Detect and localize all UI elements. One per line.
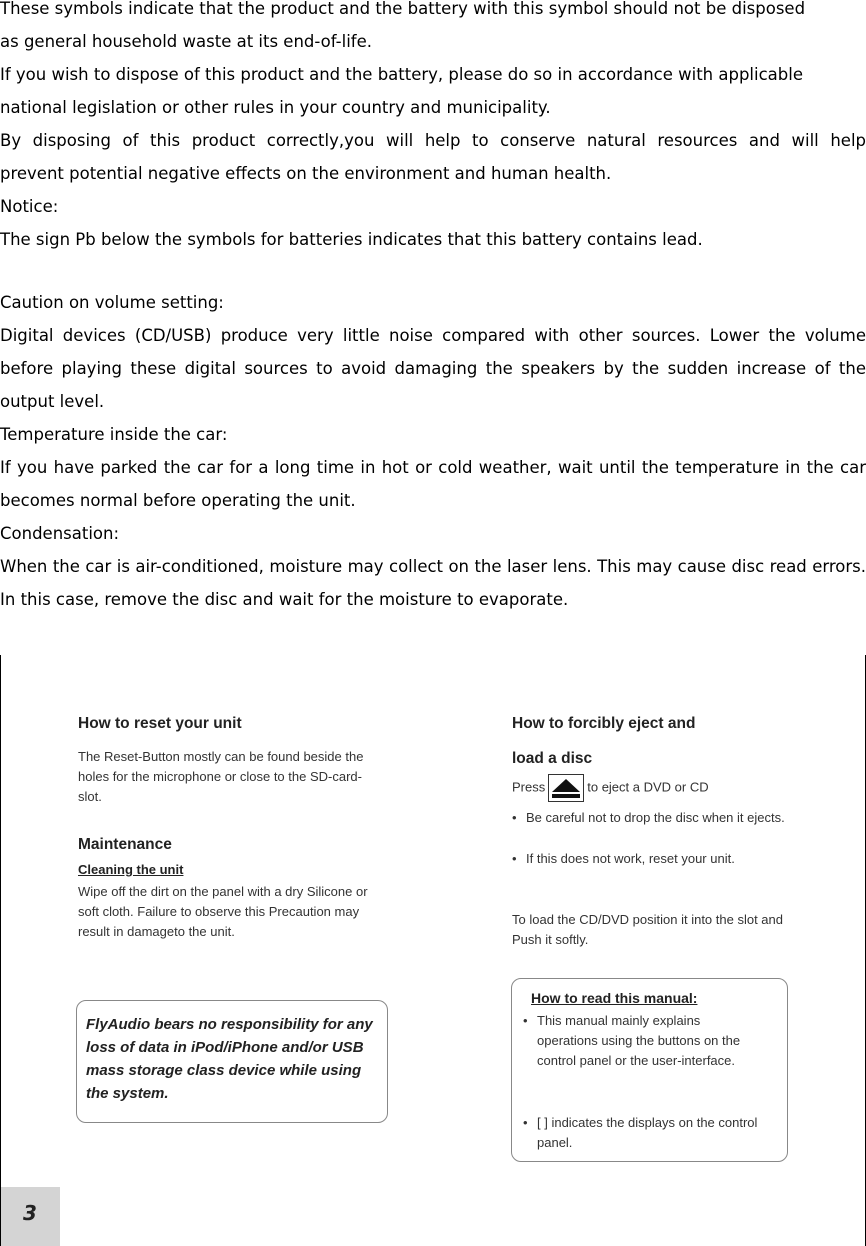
intro-line-6: prevent potential negative effects on the environment and human health.	[0, 164, 612, 183]
condensation-heading: Condensation:	[0, 524, 120, 543]
reset-title: How to reset your unit	[78, 715, 242, 732]
intro-line-2: as general household waste at its end-of-life.	[0, 32, 372, 51]
cleaning-text: Wipe off the dirt on the panel with a dry Silicone or soft cloth. Failure to observe this Precaution may result in damageto the unit.	[78, 884, 368, 939]
condensation-text: When the car is air-conditioned, moisture may collect on the laser lens. This may cause disc read errors. In this case, remove the disc and wait for the moisture to evaporate.	[0, 557, 866, 609]
intro-line-4: national legislation or other rules in your country and municipality.	[0, 98, 551, 117]
intro-line-5: By disposing of this product correctly,you will help to conserve natural resources and will help	[0, 131, 866, 150]
eject-title-line-2: load a disc	[512, 750, 593, 767]
flyaudio-note: FlyAudio bears no responsibility for any loss of data in iPod/iPhone and/or USB mass storage class device while using the system.	[86, 1016, 373, 1102]
press-line	[512, 774, 709, 802]
press-suffix: to eject a DVD or CD	[587, 779, 709, 795]
eject-bullet-1: Be careful not to drop the disc when it ejects.	[526, 810, 785, 825]
eject-bullet-dot-2: •	[512, 851, 517, 866]
notice-label: Notice:	[0, 197, 59, 216]
notice-text: The sign Pb below the symbols for batteries indicates that this battery contains lead.	[0, 230, 703, 249]
eject-title-line-1: How to forcibly eject and	[512, 715, 696, 732]
eject-icon	[548, 774, 584, 802]
read-manual-title: How to read this manual:	[531, 990, 698, 1006]
page-number: 3	[23, 1201, 37, 1225]
temperature-text: If you have parked the car for a long time in hot or cold weather, wait until the temperature in the car becomes normal before operating the unit.	[0, 458, 866, 510]
page-number-tab	[1, 1187, 60, 1246]
temperature-heading: Temperature inside the car:	[0, 425, 228, 444]
reset-text: The Reset-Button mostly can be found beside the holes for the microphone or close to the SD-card-slot.	[78, 749, 364, 804]
eject-bullet-2: If this does not work, reset your unit.	[526, 851, 735, 866]
manual-page-scan	[0, 655, 866, 1246]
press-label: Press	[512, 779, 546, 795]
read-bullet-dot-1: •	[523, 1013, 528, 1028]
load-disc-text: To load the CD/DVD position it into the slot and Push it softly.	[512, 912, 783, 947]
read-manual-bullet-2: [ ] indicates the displays on the control panel.	[537, 1115, 758, 1150]
eject-bullet-dot-1: •	[512, 810, 517, 825]
volume-heading: Caution on volume setting:	[0, 293, 224, 312]
maintenance-title: Maintenance	[78, 836, 172, 853]
cleaning-subtitle: Cleaning the unit	[78, 862, 184, 877]
volume-text: Digital devices (CD/USB) produce very little noise compared with other sources. Lower the volume before playing these digital sources to avoid damaging the speakers by the sudden increase of the output level.	[0, 326, 866, 411]
intro-line-1: These symbols indicate that the product and the battery with this symbol should not be disposed	[0, 0, 806, 18]
read-manual-bullet-1: This manual mainly explains operations using the buttons on the control panel or the user-interface.	[537, 1013, 741, 1068]
intro-line-3: If you wish to dispose of this product and the battery, please do so in accordance with applicable	[0, 65, 803, 84]
read-bullet-dot-2: •	[523, 1115, 528, 1130]
